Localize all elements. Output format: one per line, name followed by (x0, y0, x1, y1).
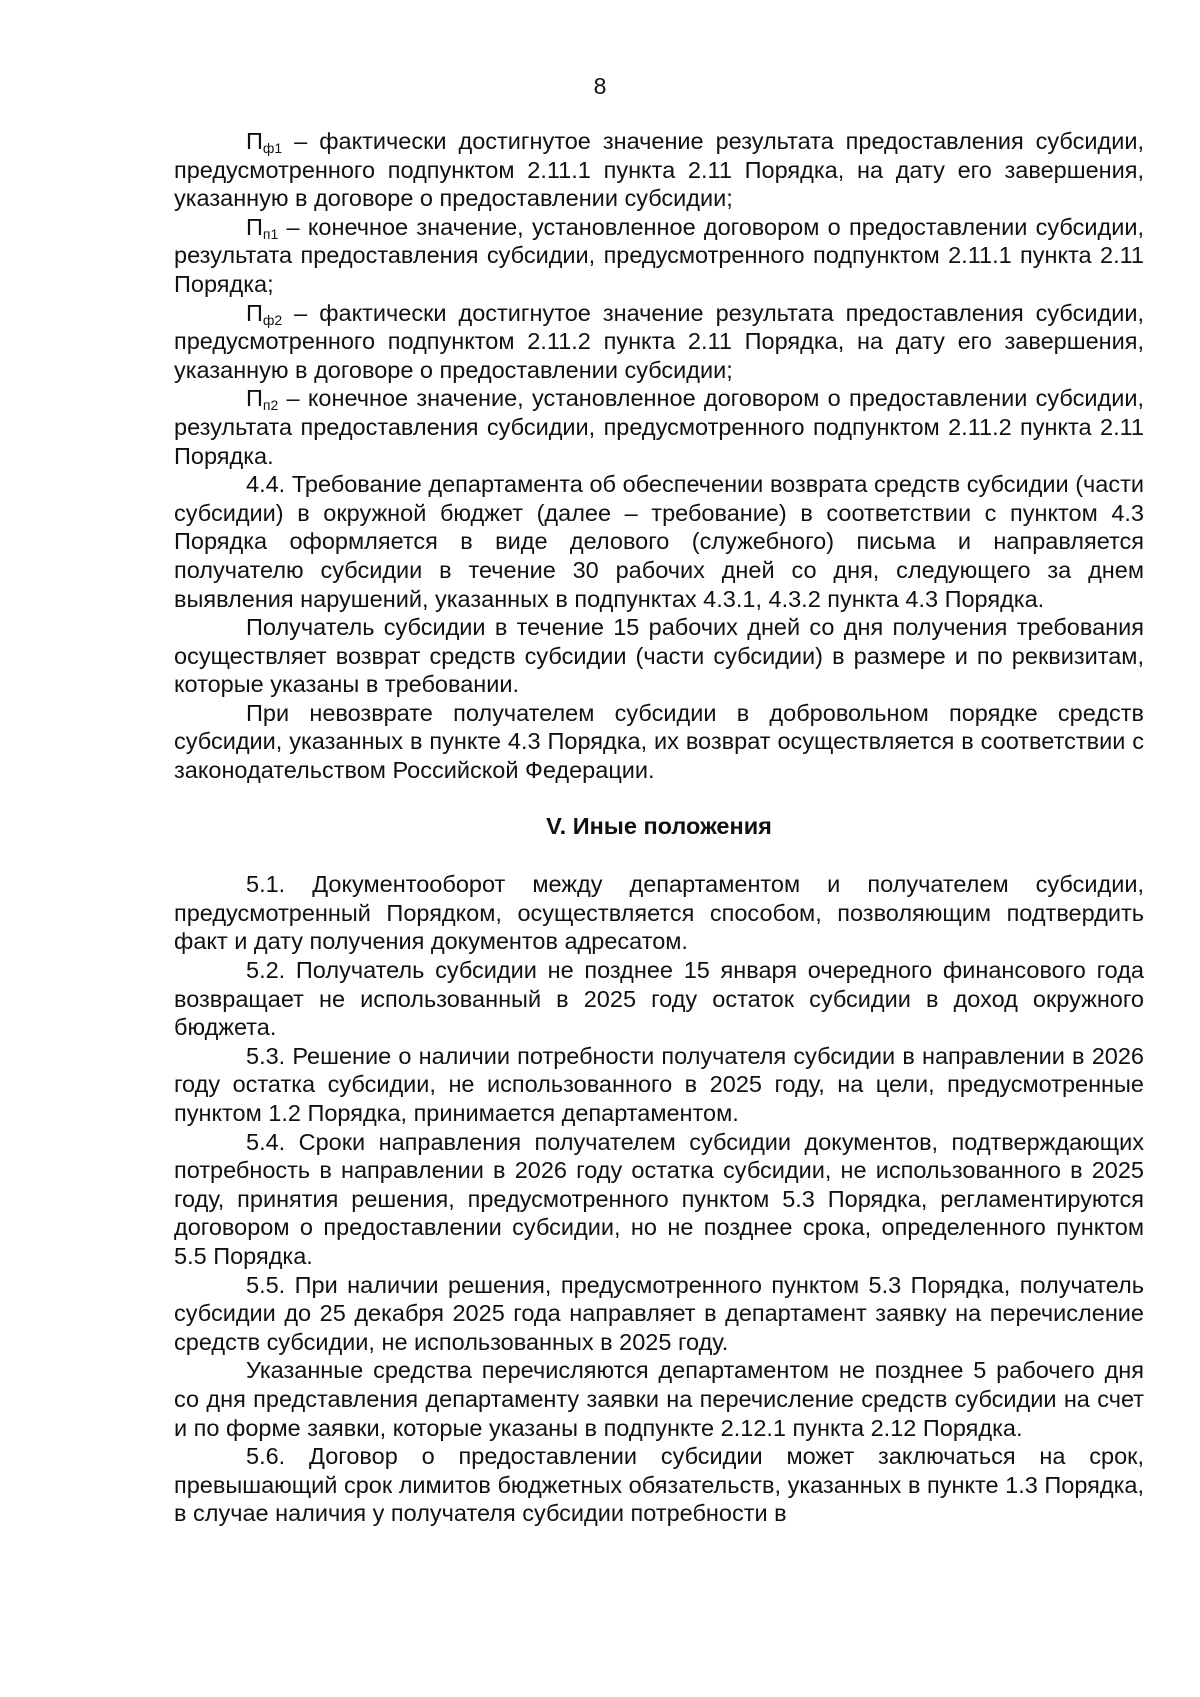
definition-text: – конечное значение, установленное договором о предоставлении субсидии, результата предоставления субсидии, предусмотренного подпунктом 2.11.1 пункта 2.11 Порядка; (174, 213, 1144, 297)
paragraph-5-4: 5.4. Сроки направления получателем субсидии документов, подтверждающих потребность в направлении в 2026 году остатка субсидии, не использованного в 2025 году, принятия решения, предусмотренного пунктом 5.3 Порядка, регламентируются договором о предоставлении субсидии, но не позднее срока, определенного пунктом 5.5 Порядка. (174, 1128, 1144, 1269)
paragraph-4-4-nonreturn: При невозврате получателем субсидии в добровольном порядке средств субсидии, указанных в пункте 4.3 Порядка, их возврат осуществляется в соответствии с законодательством Российской Федерации. (174, 699, 1144, 784)
page-number: 8 (593, 73, 607, 99)
paragraph-4-4: 4.4. Требование департамента об обеспечении возврата средств субсидии (части субсидии) в окружной бюджет (далее – требование) в соответствии с пунктом 4.3 Порядка оформляется в виде делового (служебного) письма и направляется получателю субсидии в течение 30 рабочих дней со дня, следующего за днем выявления нарушений, указанных в подпунктах 4.3.1, 4.3.2 пункта 4.3 Порядка. (174, 471, 1144, 612)
formula-term-pf2 (174, 299, 1144, 385)
section-heading-5: V. Иные положения (546, 812, 772, 839)
document-body (174, 127, 1144, 1528)
paragraph-5-2: 5.2. Получатель субсидии не позднее 15 января очередного финансового года возвращает не использованный в 2025 году остаток субсидии в доход окружного бюджета. (174, 957, 1144, 1041)
formula-term-pp2 (174, 384, 1144, 470)
formula-term-pf1 (174, 127, 1144, 213)
paragraph-5-3: 5.3. Решение о наличии потребности получателя субсидии в направлении в 2026 году остатка субсидии, не использованного в 2025 году, на цели, предусмотренные пунктом 1.2 Порядка, принимается департаментом. (174, 1042, 1144, 1126)
symbol-pf1: $П_{ф1}$ (246, 128, 283, 156)
symbol-pf2: $П_{ф2}$ (246, 299, 283, 328)
definition-text: – конечное значение, установленное договором о предоставлении субсидии, результата предоставления субсидии, предусмотренного подпунктом 2.11.2 пункта 2.11 Порядка. (174, 385, 1144, 469)
paragraph-4-4-return: Получатель субсидии в течение 15 рабочих дней со дня получения требования осуществляет возврат средств субсидии (части субсидии) в размере и по реквизитам, которые указаны в требовании. (174, 614, 1144, 698)
formula-term-pp1 (174, 213, 1144, 299)
symbol-pp2: $П_{п2}$ (246, 385, 279, 414)
paragraph-5-1: 5.1. Документооборот между департаментом и получателем субсидии, предусмотренный Порядком, осуществляется способом, позволяющим подтвердить факт и дату получения документов адресатом. (174, 871, 1144, 955)
definition-text: – фактически достигнутое значение результата предоставления субсидии, предусмотренного подпунктом 2.11.1 пункта 2.11 Порядка, на дату его завершения, указанную в договоре о предоставлении субсидии; (174, 128, 1144, 212)
paragraph-5-5-transfer: Указанные средства перечисляются департаментом не позднее 5 рабочего дня со дня представления департаменту заявки на перечисление средств субсидии на счет и по форме заявки, которые указаны в подпункте 2.12.1 пункта 2.12 Порядка. (174, 1357, 1144, 1441)
definition-text: – фактически достигнутое значение результата предоставления субсидии, предусмотренного подпунктом 2.11.2 пункта 2.11 Порядка, на дату его завершения, указанную в договоре о предоставлении субсидии; (174, 299, 1144, 383)
paragraph-5-6: 5.6. Договор о предоставлении субсидии может заключаться на срок, превышающий срок лимитов бюджетных обязательств, указанных в пункте 1.3 Порядка, в случае наличия у получателя субсидии потребности в (174, 1443, 1144, 1527)
paragraph-5-5: 5.5. При наличии решения, предусмотренного пунктом 5.3 Порядка, получатель субсидии до 25 декабря 2025 года направляет в департамент заявку на перечисление средств субсидии, не использованных в 2025 году. (174, 1271, 1144, 1355)
symbol-pp1: $П_{п1}$ (246, 213, 279, 242)
